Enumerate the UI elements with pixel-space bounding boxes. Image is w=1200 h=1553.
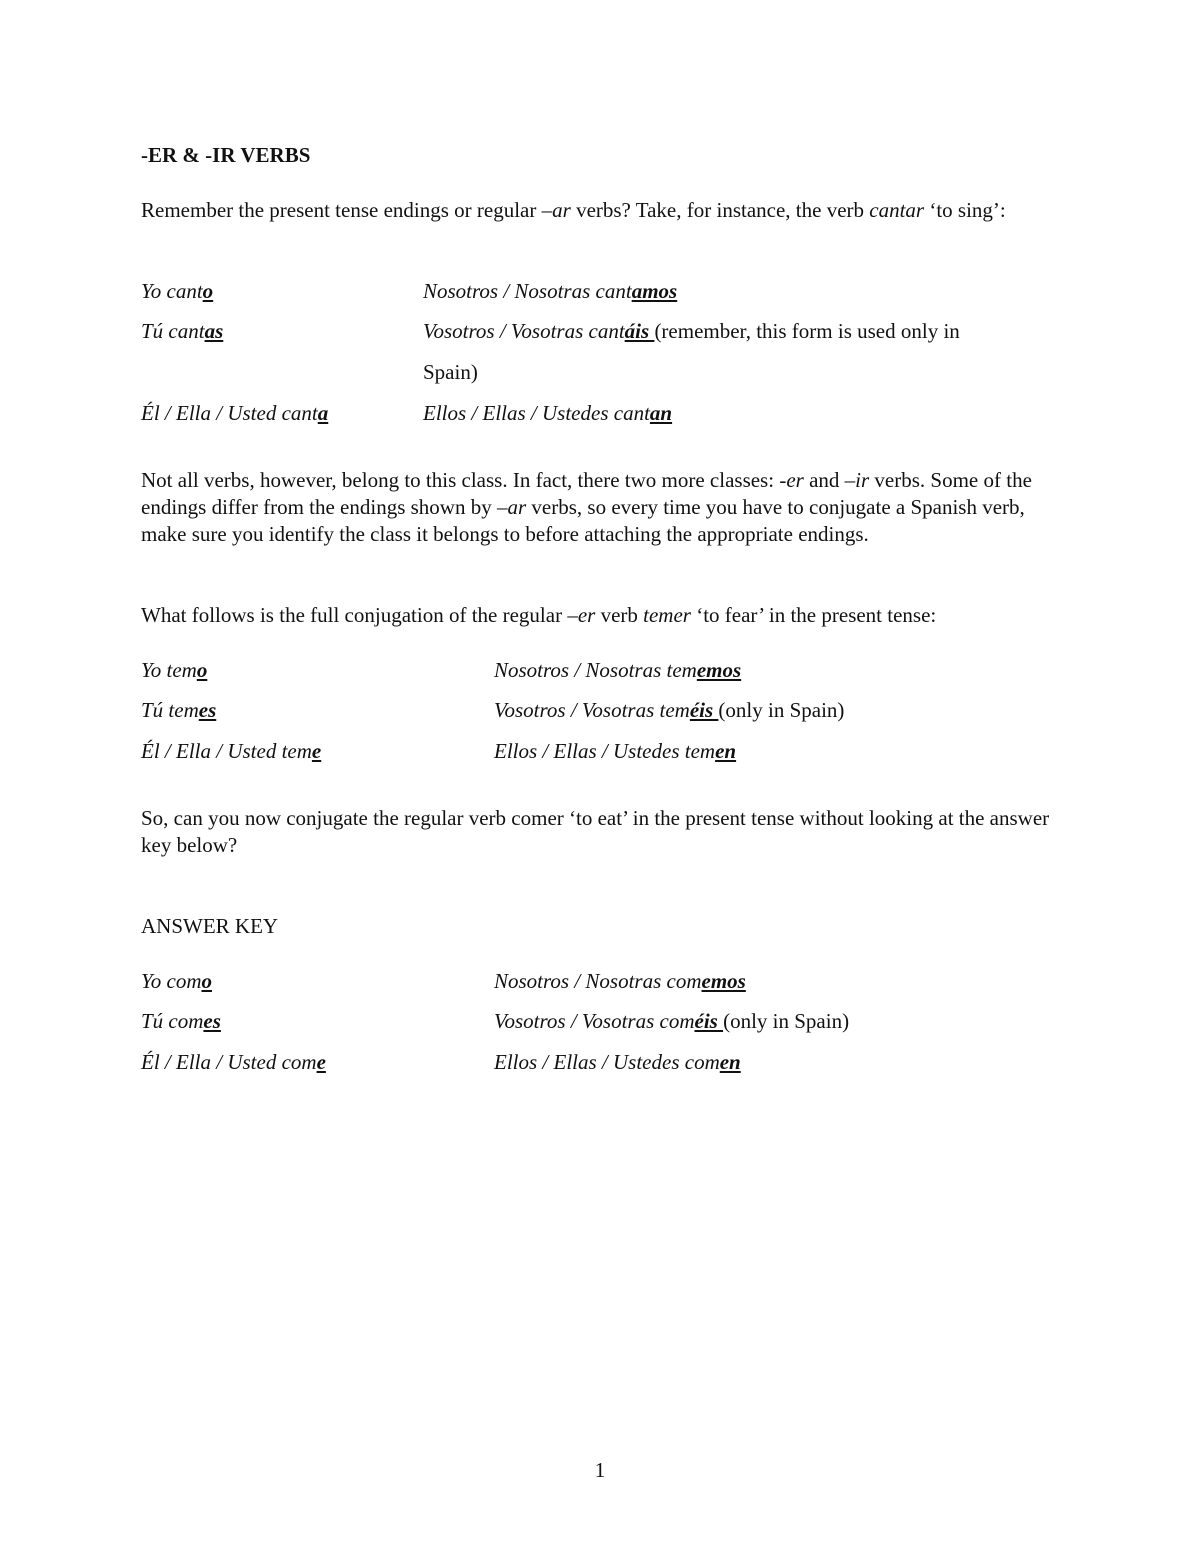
singular-form: Yo canto	[141, 279, 214, 303]
singular-form: Yo temo	[141, 658, 208, 682]
conjugation-row-continuation	[141, 352, 1061, 392]
intro-text-2: verbs? Take, for instance, the verb	[570, 198, 870, 222]
plural-form: Ellos / Ellas / Ustedes comen	[494, 1050, 741, 1074]
plural-form: Ellos / Ellas / Ustedes temen	[494, 739, 737, 763]
plural-form: Vosotros / Vosotras teméis (only in Spain)	[494, 698, 845, 722]
plural-form: Vosotros / Vosotras cantáis (remember, this form is used only in	[423, 319, 960, 343]
plural-form: Nosotros / Nosotras tememos	[494, 658, 742, 682]
answer-key-heading: ANSWER KEY	[141, 914, 279, 938]
conjugation-row	[141, 731, 1061, 771]
singular-form: Él / Ella / Usted canta	[141, 401, 329, 425]
plural-form: Vosotros / Vosotras coméis (only in Spain)	[494, 1009, 850, 1033]
intro-text-3: ‘to sing’:	[924, 198, 1006, 222]
singular-form: Yo como	[141, 969, 212, 993]
singular-form: Él / Ella / Usted come	[141, 1050, 326, 1074]
classes-paragraph: Not all verbs, however, belong to this class. In fact, there two more classes: -er and –ir verbs. Some of the endings differ from the endings shown by –ar verbs, so every time you have to conjugate a Spanish verb, make sure you identify the class it belongs to before attaching the appropriate endings.	[141, 468, 1032, 546]
singular-form: Tú comes	[141, 1009, 221, 1033]
intro-text-1: Remember the present tense endings or regular	[141, 198, 542, 222]
intro-em-cantar: cantar	[869, 198, 925, 222]
page-number: 1	[594, 1458, 606, 1482]
comer-question-paragraph: So, can you now conjugate the regular verb comer ‘to eat’ in the present tense without looking at the answer key below?	[141, 806, 1050, 857]
singular-form: Él / Ella / Usted teme	[141, 739, 322, 763]
conjugation-row	[141, 311, 1061, 351]
conjugation-row	[141, 690, 1061, 730]
conjugation-row	[141, 650, 1061, 690]
conjugation-row	[141, 961, 1061, 1001]
conjugation-row	[141, 271, 1061, 311]
plural-form: Nosotros / Nosotras cantamos	[423, 279, 678, 303]
page-title: -ER & -IR VERBS	[141, 143, 311, 167]
temer-intro-paragraph: What follows is the full conjugation of the regular –er verb temer ‘to fear’ in the present tense:	[141, 603, 937, 627]
conjugation-row	[141, 1001, 1061, 1041]
intro-paragraph	[141, 197, 1061, 224]
singular-form: Tú temes	[141, 698, 217, 722]
intro-em-ar: –ar	[541, 198, 571, 222]
singular-form: Tú cantas	[141, 319, 224, 343]
plural-form-note: Spain)	[423, 360, 478, 384]
conjugation-row	[141, 393, 1061, 433]
plural-form: Ellos / Ellas / Ustedes cantan	[423, 401, 673, 425]
conjugation-row	[141, 1042, 1061, 1082]
plural-form: Nosotros / Nosotras comemos	[494, 969, 746, 993]
